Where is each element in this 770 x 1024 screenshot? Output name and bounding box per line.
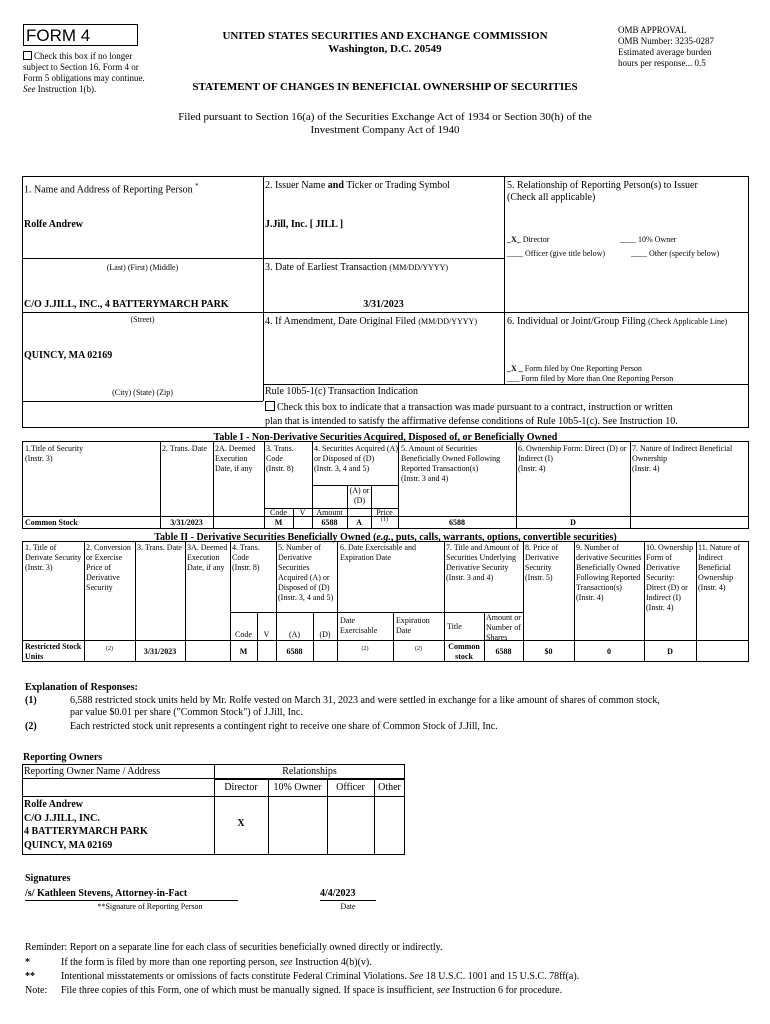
owners-col-other: Other (378, 782, 401, 793)
box2-label: 2. Issuer Name and Ticker or Trading Symbol (265, 180, 451, 191)
form-title-box (23, 24, 138, 46)
footer-note-label: Note: (25, 985, 48, 996)
owners-col-relationships: Relationships (282, 766, 337, 777)
issuer-name: J.Jill, Inc. [ JILL ] (265, 219, 344, 230)
table2-title: Table II - Derivative Securities Beneficially Owned (e.g., puts, calls, warrants, options, convertible securities) (154, 532, 617, 543)
t1-col5-header: 5. Amount of Securities Beneficially Owned Following Reported Transaction(s) (Instr. 3 and 4) (401, 444, 501, 483)
reporting-person-name: Rolfe Andrew (24, 219, 83, 230)
footer-note-1: If the form is filed by more than one reporting person, see Instruction 4(b)(v). (61, 957, 372, 968)
reporting-owners-title: Reporting Owners (23, 752, 103, 763)
t1-row-date: 3/31/2023 (170, 518, 203, 527)
t2-row-acquired: 6588 (286, 647, 303, 656)
owners-col-officer: Officer (336, 782, 365, 793)
box5-label: 5. Relationship of Reporting Person(s) to Issuer (Check all applicable) (507, 180, 698, 203)
earliest-transaction-date: 3/31/2023 (363, 299, 404, 310)
t2-col2-header: 2. Conversion or Exercise Price of Derivative Security (86, 543, 131, 592)
t2-sub-d: (D) (319, 630, 331, 639)
t1-row-code: M (274, 518, 283, 527)
no-longer-subject-note: Check this box if no longer subject to Section 16. Form 4 or Form 5 obligations may continue. See Instruction 1(b). (23, 51, 145, 94)
reporting-person-street: C/O J.JILL, INC., 4 BATTERYMARCH PARK (24, 299, 229, 310)
statement-title: STATEMENT OF CHANGES IN BENEFICIAL OWNERSHIP OF SECURITIES (192, 81, 578, 93)
filing-more-persons: ___ Form filed by More than One Reporting Person (507, 374, 674, 383)
footer-note-3: File three copies of this Form, one of which must be manually signed. If space is insufficient, see Instruction 6 for procedure. (61, 985, 563, 996)
t1-row-owned: 6588 (449, 518, 465, 527)
t2-sub-v: V (263, 630, 270, 639)
signature-date: 4/4/2023 (320, 888, 356, 899)
t1-row-price: (1) (381, 517, 388, 523)
signature-name: /s/ Kathleen Stevens, Attorney-in-Fact (25, 888, 188, 899)
footer-star-2: ** (25, 971, 35, 982)
filing-one-person: _X _ Form filed by One Reporting Person (507, 364, 642, 373)
city-label: (City) (State) (Zip) (112, 388, 173, 397)
explanation-title: Explanation of Responses: (25, 682, 138, 693)
box6-label: 6. Individual or Joint/Group Filing (Check Applicable Line) (507, 316, 728, 327)
t1-sub-v: V (299, 508, 306, 517)
rule-10b5-checkbox[interactable] (265, 401, 275, 411)
relationship-other: ____ Other (specify below) (631, 249, 720, 258)
t2-col5-header: 5. Number of Derivative Securities Acquired (A) or Disposed of (D) (Instr. 3, 4 and 5) (278, 543, 334, 602)
t2-row-code: M (239, 647, 248, 656)
explanation-num-1: (1) (25, 695, 37, 706)
t2-col10-header: 10. Ownership Form of Derivative Security: Direct (D) or Indirect (I) (Instr. 4) (646, 543, 694, 612)
explanation-num-2: (2) (25, 721, 37, 732)
t2-col7-header: 7. Title and Amount of Securities Underlying Derivative Security (Instr. 3 and 4) (446, 543, 519, 582)
box3-label: 3. Date of Earliest Transaction (MM/DD/YYYY) (265, 262, 449, 273)
t2-row-underlying-title: Common stock (448, 642, 480, 661)
t1-col7-header: 7. Nature of Indirect Beneficial Ownership (Instr. 4) (632, 444, 733, 473)
t2-sub-code: Code (235, 630, 252, 639)
t2-col3a-header: 3A. Deemed Execution Date, if any (187, 543, 228, 572)
form-title: FORM 4 (26, 26, 91, 45)
signature-label: **Signature of Reporting Person (97, 902, 203, 911)
agency-name: UNITED STATES SECURITIES AND EXCHANGE COMMISSION (222, 30, 548, 42)
t1-col1-header: 1.Title of Security (Instr. 3) (25, 444, 84, 463)
relationship-officer: ____ Officer (give title below) (507, 249, 606, 258)
footer-star-1: * (25, 957, 30, 968)
box4-label: 4. If Amendment, Date Original Filed (MM/DD/YYYY) (265, 316, 477, 327)
omb-approval: OMB APPROVAL OMB Number: 3235-0287 Estimated average burden hours per response... 0.5 (618, 25, 714, 68)
relationship-director: _X_ Director (507, 235, 550, 244)
owner-director-mark: X (237, 818, 245, 829)
signatures-title: Signatures (25, 873, 71, 884)
t2-sub-title: Title (447, 622, 462, 631)
footer-note-2: Intentional misstatements or omissions of facts constitute Federal Criminal Violations. See 18 U.S.C. 1001 and 15 U.S.C. 78ff(a). (61, 971, 580, 982)
t2-row-conv-price: (2) (106, 646, 113, 652)
reporting-person-city: QUINCY, MA 02169 (24, 350, 113, 361)
t2-col3-header: 3. Trans. Date (137, 543, 182, 552)
t1-row-amount: 6588 (321, 518, 338, 527)
owners-col-name: Reporting Owner Name / Address (24, 766, 161, 777)
t2-row-form: D (667, 647, 673, 656)
t2-col6-header: 6. Date Exercisable and Expiration Date (340, 543, 416, 562)
no-longer-subject-checkbox[interactable] (23, 51, 32, 60)
filed-pursuant: Filed pursuant to Section 16(a) of the Securities Exchange Act of 1934 or Section 30(h) of the Investment Company Act of 1940 (178, 111, 592, 136)
t2-col1-header: 1. Title of Derivate Security (Instr. 3) (25, 543, 82, 572)
t2-row-date-exercisable: (2) (361, 646, 369, 652)
owners-col-director: Director (224, 782, 258, 793)
explanation-text-1: 6,588 restricted stock units held by Mr. Rolfe vested on March 31, 2023 and were settled in exchange for a like amount of shares of common stock, par value $0.01 per share ("Common Stock") of J.Jill, Inc. (70, 695, 660, 718)
t2-row-price: $0 (544, 647, 553, 656)
t1-row-form: D (570, 518, 576, 527)
street-label: (Street) (130, 315, 155, 324)
t1-row-ad: A (356, 518, 362, 527)
name-format-label: (Last) (First) (Middle) (106, 263, 179, 272)
agency-city: Washington, D.C. 20549 (328, 43, 442, 55)
t1-sub-code: Code (270, 508, 287, 517)
owners-col-ten-percent: 10% Owner (273, 782, 322, 793)
t2-sub-amount: Amount or Number of Shares (486, 613, 521, 642)
explanation-text-2: Each restricted stock unit represents a contingent right to receive one share of Common Stock of J.Jill, Inc. (70, 721, 498, 732)
box1-label: 1. Name and Address of Reporting Person * (24, 182, 199, 196)
t1-col4-header: 4. Securities Acquired (A) or Disposed of (D) (Instr. 3, 4 and 5) (314, 444, 398, 473)
footer-reminder: Reminder: Report on a separate line for each class of securities beneficially owned directly or indirectly. (25, 942, 443, 953)
t2-col4-header: 4. Trans. Code (Instr. 8) (232, 543, 260, 572)
t2-sub-expiration-date: Expiration Date (396, 616, 430, 635)
t2-row-underlying-amount: 6588 (495, 647, 512, 656)
t1-sub-price: Price (376, 508, 393, 517)
t2-col11-header: 11. Nature of Indirect Beneficial Ownership (Instr. 4) (698, 543, 741, 592)
relationship-ten-percent: ____ 10% Owner (620, 235, 677, 244)
t2-row-expiration-date: (2) (415, 646, 422, 652)
t2-row-title: Restricted Stock Units (25, 642, 82, 661)
rule-title: Rule 10b5-1(c) Transaction Indication (265, 386, 419, 397)
signature-date-label: Date (340, 902, 356, 911)
t2-row-owned: 0 (607, 647, 611, 656)
t2-sub-a: (A) (288, 630, 301, 639)
t1-row-title: Common Stock (25, 518, 78, 527)
table1-title: Table I - Non-Derivative Securities Acquired, Disposed of, or Beneficially Owned (213, 432, 558, 443)
t1-col2a-header: 2A. Deemed Execution Date, if any (215, 444, 256, 473)
t1-sub-ad: (A) or (D) (349, 486, 370, 505)
t1-col6-header: 6. Ownership Form: Direct (D) or Indirect (I) (Instr. 4) (518, 444, 627, 473)
t1-sub-amount: Amount (316, 508, 343, 517)
t2-row-date: 3/31/2023 (143, 647, 177, 656)
owner-address: Rolfe Andrew C/O J.JILL, INC. 4 BATTERYMARCH PARK QUINCY, MA 02169 (24, 799, 148, 851)
t2-sub-date-exercisable: Date Exercisable (340, 616, 378, 635)
t1-col3-header: 3. Trans. Code (Instr. 8) (266, 444, 294, 473)
rule-text: Check this box to indicate that a transaction was made pursuant to a contract, instruction or written plan that is intended to satisfy the affirmative defense conditions of Rule 10b5-1(c). See Instruction 10. (265, 402, 678, 427)
t1-col2-header: 2. Trans. Date (162, 444, 207, 453)
t2-col9-header: 9. Number of derivative Securities Beneficially Owned Following Reported Transaction(s) (Instr. 4) (576, 543, 642, 602)
t2-col8-header: 8. Price of Derivative Security (Instr. 5) (525, 543, 559, 582)
